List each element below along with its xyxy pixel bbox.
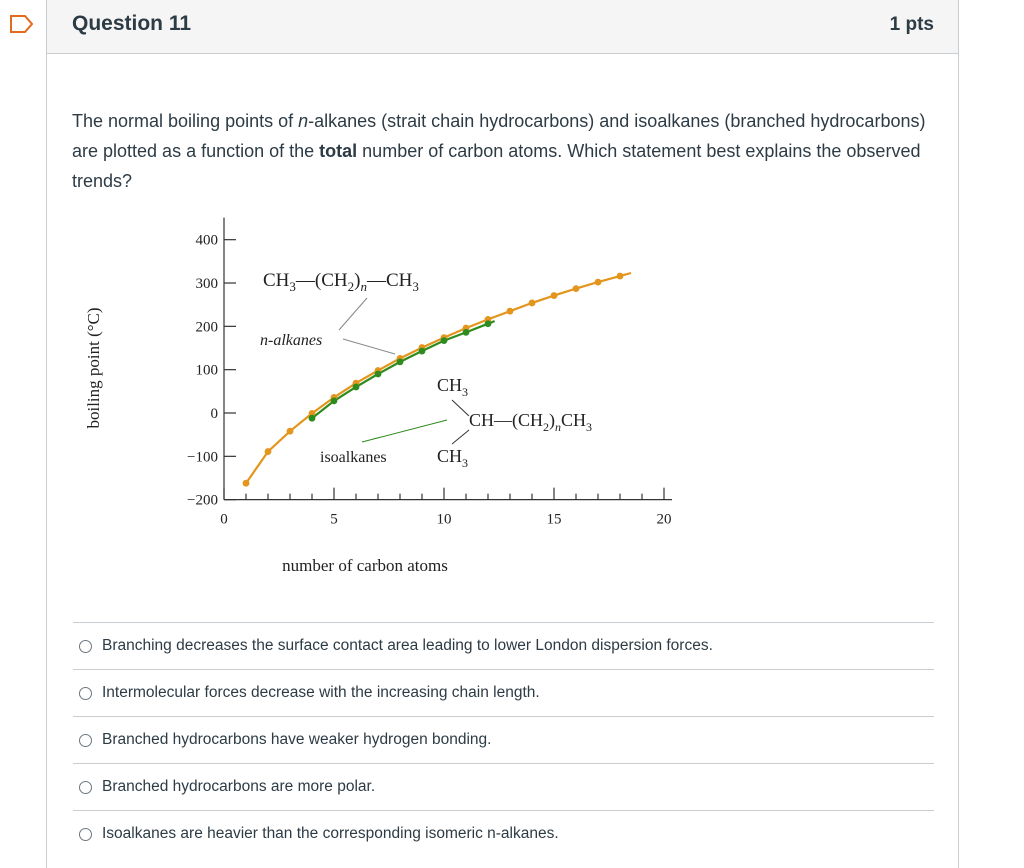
iso-formula-mid: $CH—(CH_2)_nCH_3$ <box>469 410 593 434</box>
isoalkane-point <box>397 358 404 365</box>
n-alkane-formula: $CH_3—(CH_2)_n—CH_3$ <box>263 270 419 294</box>
isoalkane-point <box>419 348 426 355</box>
y-tick-label: 400 <box>195 232 218 249</box>
answer-text: Branched hydrocarbons have weaker hydrogen bonding. <box>102 731 492 748</box>
isoalkane-leader <box>362 420 447 442</box>
answer-text: Branching decreases the surface contact area leading to lower London dispersion forces. <box>102 637 713 654</box>
series-points <box>243 273 624 487</box>
y-tick-label: −100 <box>187 449 218 466</box>
answer-option[interactable] <box>73 669 934 716</box>
question-title: Question 11 <box>72 12 192 35</box>
isoalkane-line <box>312 321 495 418</box>
y-tick-label: 300 <box>195 276 218 293</box>
question-card <box>46 0 959 868</box>
isoalkane-point <box>463 329 470 336</box>
prompt-bold-total: total <box>319 141 358 161</box>
x-tick-label: 10 <box>436 511 452 528</box>
x-tick-label: 20 <box>656 511 672 528</box>
n-alkane-point <box>287 428 294 435</box>
chart-svg <box>77 208 672 578</box>
answer-option[interactable] <box>73 622 934 669</box>
answer-text: Isoalkanes are heavier than the corresponding isomeric n-alkanes. <box>102 825 559 842</box>
answer-text: Branched hydrocarbons are more polar. <box>102 778 376 795</box>
prompt-text-2: -alkanes (strait chain hydrocarbons) and isoalkanes (branched hydrocarbons) are plotted as a function of the <box>72 111 926 161</box>
n-alkane-leader-2 <box>343 339 395 354</box>
n-alkane-point <box>265 448 272 455</box>
iso-bond-bot <box>452 430 469 444</box>
y-tick-label: 100 <box>195 362 218 379</box>
n-alkane-point <box>617 273 624 280</box>
isoalkane-point <box>353 384 360 391</box>
n-alkane-point <box>507 308 514 315</box>
isoalkane-point <box>375 371 382 378</box>
y-tick-label: −200 <box>187 492 218 509</box>
isoalkane-point <box>441 337 448 344</box>
x-tick-label: 5 <box>330 511 338 528</box>
iso-formula-top: $CH_3$ <box>437 375 469 399</box>
n-alkane-label: n-alkanes <box>260 332 323 349</box>
radio-button[interactable] <box>79 687 92 700</box>
isoalkane-point <box>309 415 316 422</box>
question-points: 1 pts <box>889 14 934 35</box>
n-alkane-point <box>529 300 536 307</box>
x-axis-label: number of carbon atoms <box>282 556 448 575</box>
question-header <box>47 0 958 54</box>
isoalkane-label: isoalkanes <box>320 449 387 466</box>
iso-bond-top <box>452 400 469 416</box>
prompt-text-1: The normal boiling points of <box>72 111 299 131</box>
isoalkane-point <box>331 397 338 404</box>
n-alkane-point <box>595 279 602 286</box>
n-alkane-leader-1 <box>339 298 367 330</box>
left-gutter <box>0 0 46 868</box>
n-alkane-point <box>243 480 250 487</box>
answer-option[interactable] <box>73 810 934 857</box>
tick-labels <box>187 233 671 528</box>
y-axis-label: boiling point (°C) <box>84 307 103 429</box>
y-tick-label: 200 <box>195 319 218 336</box>
question-prompt <box>72 106 942 196</box>
x-tick-label: 0 <box>220 511 228 528</box>
radio-button[interactable] <box>79 734 92 747</box>
radio-button[interactable] <box>79 828 92 841</box>
prompt-italic-n: n <box>298 111 309 131</box>
radio-button[interactable] <box>79 640 92 653</box>
answer-list <box>73 622 934 857</box>
y-tick-label: 0 <box>210 406 218 422</box>
n-alkane-point <box>573 285 580 292</box>
answer-text: Intermolecular forces decrease with the increasing chain length. <box>102 684 540 701</box>
flag-icon[interactable] <box>9 14 35 34</box>
iso-formula-bot: $CH_3$ <box>437 446 469 470</box>
boiling-point-chart <box>77 208 672 583</box>
prompt-text-3: number of carbon atoms. Which statement best explains the observed trends? <box>72 141 921 191</box>
n-alkane-point <box>551 292 558 299</box>
radio-button[interactable] <box>79 781 92 794</box>
answer-option[interactable] <box>73 716 934 763</box>
isoalkane-point <box>485 320 492 327</box>
answer-option[interactable] <box>73 763 934 810</box>
x-tick-label: 15 <box>546 511 562 528</box>
